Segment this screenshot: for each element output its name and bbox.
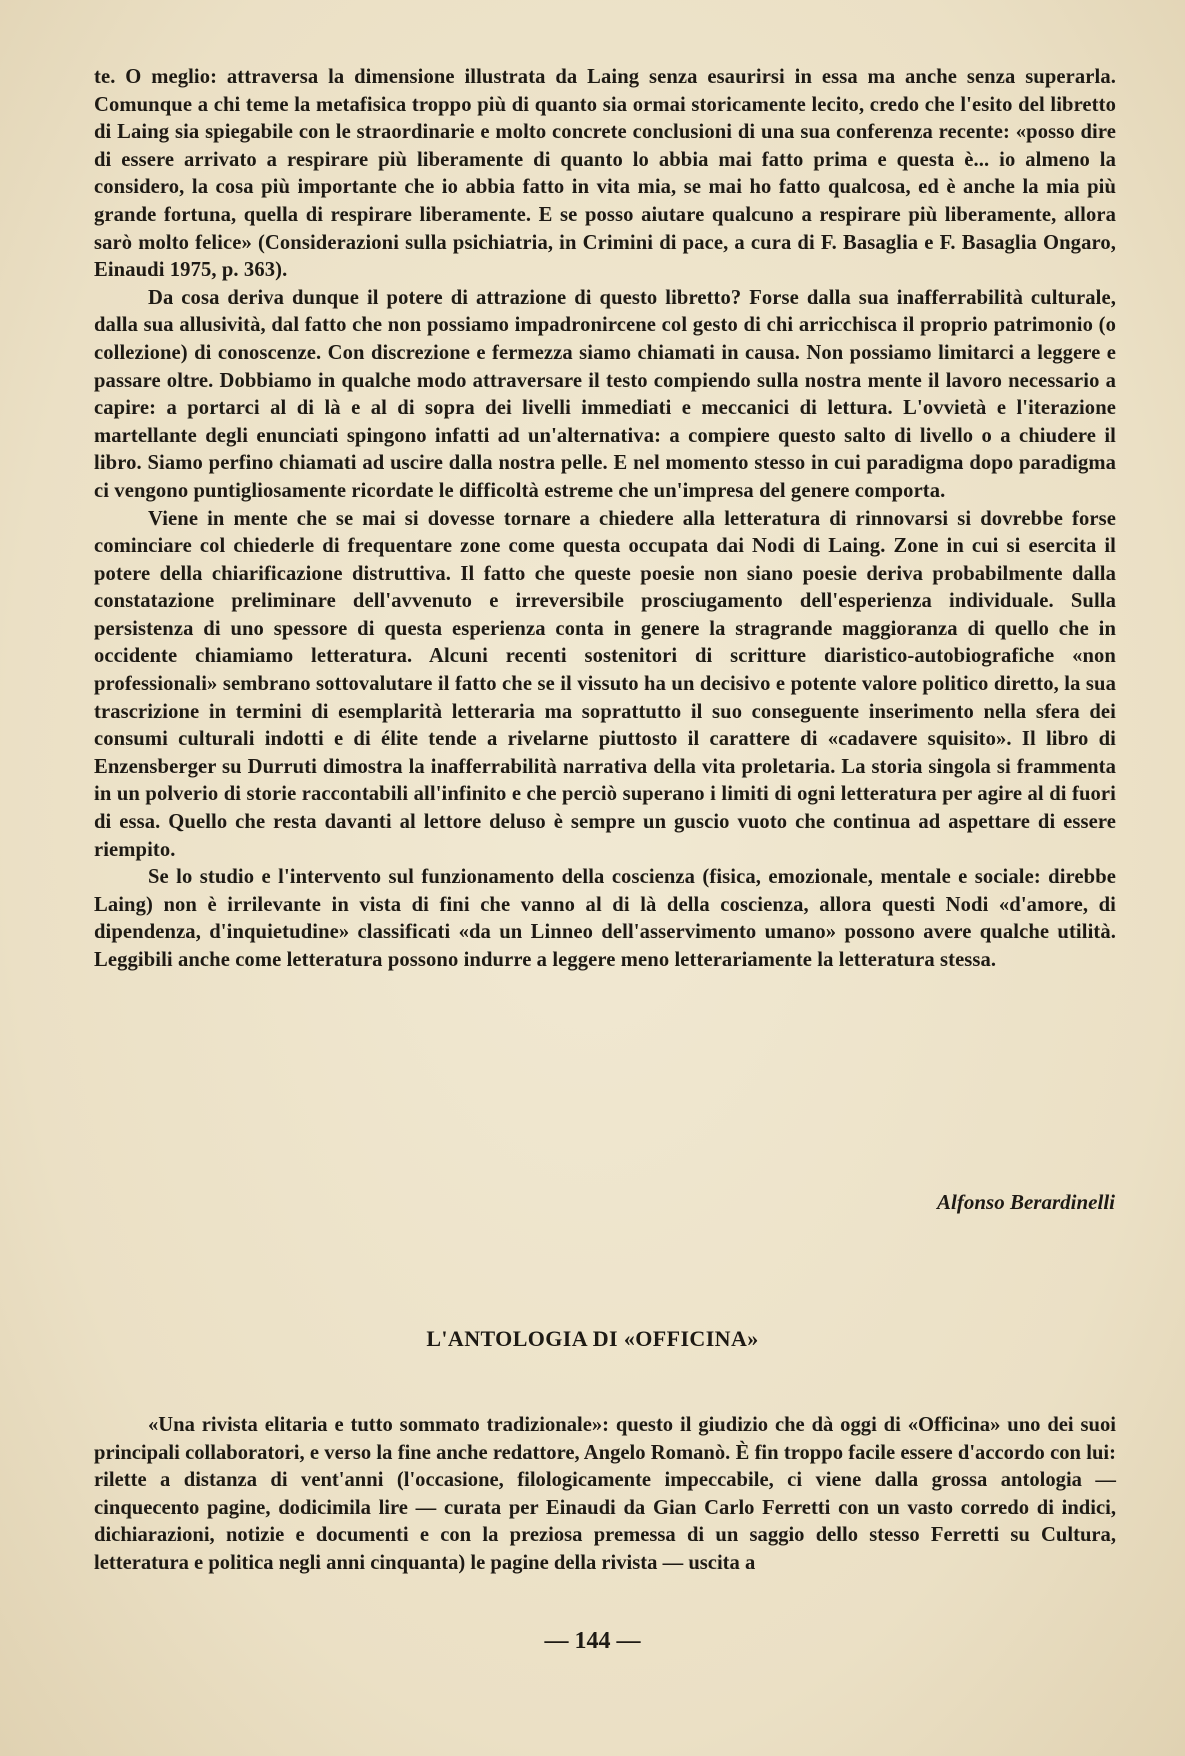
paragraph-3: Viene in mente che se mai si dovesse tornare a chiedere alla letteratura di rinnovarsi si dovrebbe forse cominciare col chiederle di frequentare zone come questa occupata dai Nodi di Laing. Zone in cui si esercita il potere della chiarificazione distruttiva. Il fatto che queste poesie non siano poesie deriva probabilmente dalla constatazione preliminare dell'avvenuto e irreversibile prosciugamento dell'esperienza individuale. Sulla persistenza di uno spessore di questa esperienza conta in genere la stragrande maggioranza di quello che in occidente chiamiamo letteratura. Alcuni recenti sostenitori di scritture diaristico-autobiografiche «non professionali» sembrano sottovalutare il fatto che se il vissuto ha un decisivo e potente valore politico diretto, la sua trascrizione in termini di esemplarità letteraria ma soprattutto il suo conseguente inserimento nella sfera dei consumi culturali indotti e di élite tende a rivelarne piuttosto il carattere di «cadavere squisito». Il libro di Enzensberger su Durruti dimostra la inafferrabilità narrativa della vita proletaria. La storia singola si frammenta in un polverio di storie raccontabili all'infinito e che perciò superano i limiti di ogni letteratura per agire al di fuori di essa. Quello che resta davanti al lettore deluso è sempre un guscio vuoto che continua ad aspettare di essere riempito. — [94, 507, 1116, 861]
second-article-paragraph: «Una rivista elitaria e tutto sommato tradizionale»: questo il giudizio che dà oggi di «Officina» uno dei suoi principali collaboratori, e verso la fine anche redattore, Angelo Romanò. È fin troppo facile essere d'accordo con lui: rilette a distanza di vent'anni (l'occasione, filologicamente impeccabile, ci viene dalla grossa antologia — cinquecento pagine, dodicimila lire — curata per Einaudi da Gian Carlo Ferretti con un vasto corredo di indici, dichiarazioni, notizie e documenti e con la preziosa premessa di un saggio dello stesso Ferretti su Cultura, letteratura e politica negli anni cinquanta) le pagine della rivista — uscita a — [94, 1414, 1116, 1574]
paragraph-4: Se lo studio e l'intervento sul funzionamento della coscienza (fisica, emozionale, mentale e sociale: direbbe Laing) non è irrilevante in vista di fini che vanno al di là della coscienza, allora questi Nodi «d'amore, di dipendenza, d'inquietudine» classificati «da un Linneo dell'asservimento umano» possono avere qualche utilità. Leggibili anche come letteratura possono indurre a leggere meno letterariamente la letteratura stessa. — [94, 866, 1116, 971]
paragraph-1: te. O meglio: attraversa la dimensione illustrata da Laing senza esaurirsi in essa ma anche senza superarla. Comunque a chi teme la metafisica troppo più di quanto sia ormai storicamente lecito, credo che l'esito del libretto di Laing sia spiegabile con le straordinarie e molto concrete conclusioni di una sua conferenza recente: «posso dire di essere arrivato a respirare più liberamente di quanto lo abbia mai fatto prima e questa è... io almeno la considero, la cosa più importante che io abbia fatto in vita mia, se mai ho fatto qualcosa, ed è anche la mia più grande fortuna, quella di respirare liberamente. E se posso aiutare qualcuno a respirare più liberamente, allora sarò molto felice» (Considerazioni sulla psichiatria, in Crimini di pace, a cura di F. Basaglia e F. Basaglia Ongaro, Einaudi 1975, p. 363). — [94, 66, 1116, 282]
article-body — [94, 64, 1116, 975]
second-article-body — [94, 1412, 1116, 1578]
paragraph-2: Da cosa deriva dunque il potere di attrazione di questo libretto? Forse dalla sua inafferrabilità culturale, dalla sua allusività, dal fatto che non possiamo impadronircene col gesto di chi arricchisca il proprio patrimonio (o collezione) di conoscenze. Con discrezione e fermezza siamo chiamati in causa. Non possiamo limitarci a leggere e passare oltre. Dobbiamo in qualche modo attraversare il testo compiendo sulla nostra mente il lavoro necessario a capire: a portarci al di là e al di sopra dei livelli immediati e meccanici di lettura. L'ovvietà e l'iterazione martellante degli enunciati spingono infatti ad un'alternativa: a compiere questo salto di livello o a chiudere il libro. Siamo perfino chiamati ad uscire dalla nostra pelle. E nel momento stesso in cui paradigma dopo paradigma ci vengono puntigliosamente ricordate le difficoltà estreme che un'impresa del genere comporta. — [94, 286, 1116, 502]
page-number: — 144 — — [544, 1628, 641, 1654]
author-signature: Alfonso Berardinelli — [937, 1190, 1115, 1214]
section-heading: L'ANTOLOGIA DI «OFFICINA» — [426, 1326, 759, 1351]
